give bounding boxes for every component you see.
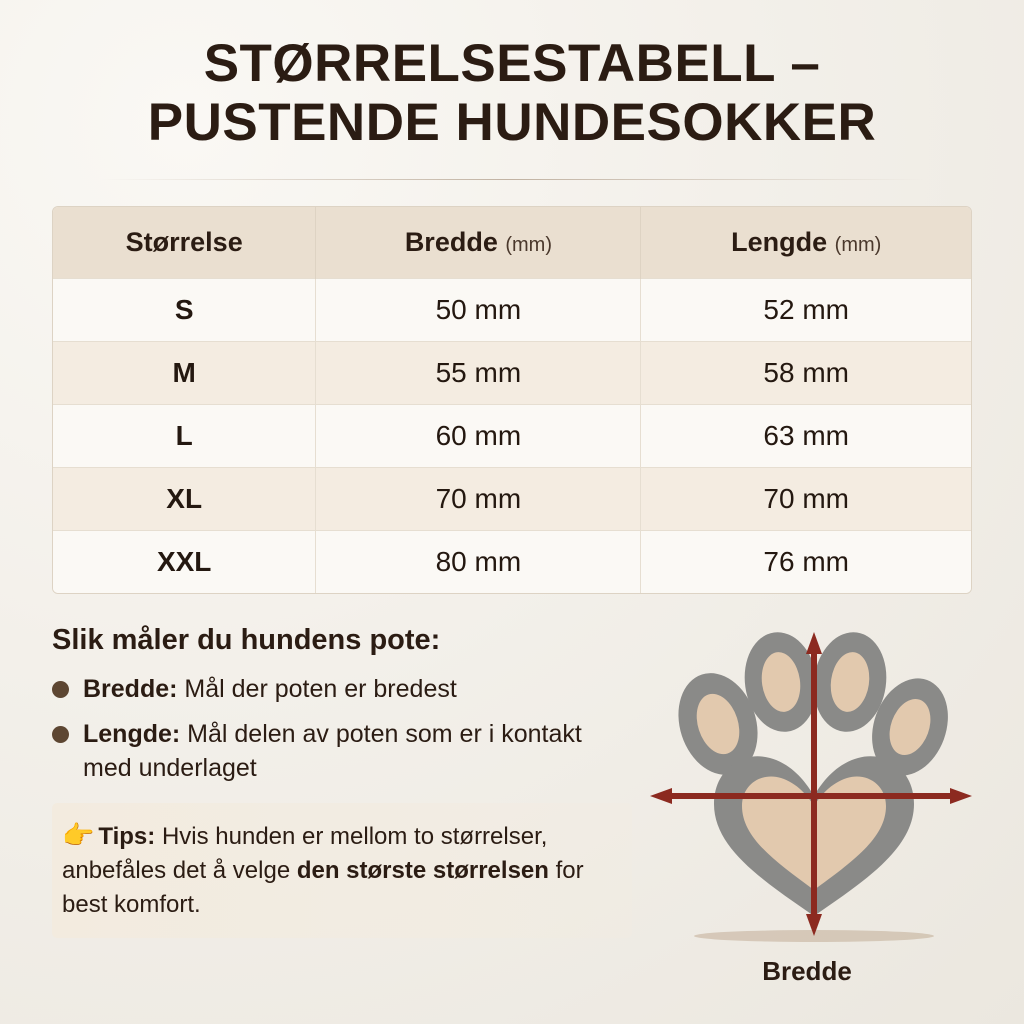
diagram-column: [642, 624, 972, 987]
cell-width: 80 mm: [316, 530, 641, 593]
bullet-dot-icon: [52, 681, 69, 698]
title-line-2: PUSTENDE HUNDESOKKER: [147, 93, 877, 153]
cell-length: 76 mm: [641, 530, 971, 593]
cell-size: XXL: [53, 530, 316, 593]
bullet-desc: Mål delen av poten som er i kontakt med underlaget: [83, 720, 582, 782]
list-item: [52, 673, 632, 707]
bullet-content: [83, 718, 632, 785]
lower-section: [52, 624, 972, 987]
tips-box: [52, 803, 632, 938]
title-line-1: STØRRELSESTABELL –: [203, 34, 821, 93]
bullet-desc: Mål der poten er bredest: [177, 674, 457, 703]
column-header-size: [53, 207, 316, 279]
tips-text-part2: for best komfort.: [62, 857, 584, 919]
cell-size: L: [53, 404, 316, 467]
table-head: [53, 207, 971, 279]
column-header-size-label: Størrelse: [125, 226, 243, 257]
instructions-column: [52, 624, 632, 987]
cell-size: S: [53, 278, 316, 341]
title-divider: [100, 179, 924, 180]
table-row: [53, 341, 971, 404]
bullet-term: Bredde:: [83, 674, 178, 703]
column-header-length-label: Lengde: [731, 226, 828, 257]
table-header-row: [53, 207, 971, 279]
cell-length: 52 mm: [641, 278, 971, 341]
table-row: [53, 278, 971, 341]
paw-diagram: [642, 624, 972, 954]
instructions-heading: Slik måler du hundens pote:: [52, 623, 441, 656]
bullet-content: [83, 673, 457, 707]
cell-width: 70 mm: [316, 467, 641, 530]
tips-content: [62, 817, 618, 922]
table-row: [53, 404, 971, 467]
size-table: [53, 207, 971, 593]
column-header-width-label: Bredde: [404, 226, 498, 257]
cell-length: 70 mm: [641, 467, 971, 530]
cell-length: 63 mm: [641, 404, 971, 467]
diagram-caption: Bredde: [762, 955, 852, 986]
column-header-length: [641, 207, 971, 279]
cell-length: 58 mm: [641, 341, 971, 404]
bullet-term: Lengde:: [83, 720, 181, 749]
cell-size: M: [53, 341, 316, 404]
page-title: [0, 0, 1024, 180]
column-header-width: [316, 207, 641, 279]
size-table-container: [52, 206, 972, 594]
table-body: [53, 278, 971, 593]
cell-width: 50 mm: [316, 278, 641, 341]
table-row: [53, 530, 971, 593]
list-item: [52, 718, 632, 785]
tips-text-part1: Hvis hunden er mellom to størrelser, anbefåles det å velge: [62, 823, 548, 885]
paw-print-icon: [642, 624, 972, 954]
table-row: [53, 467, 971, 530]
column-header-width-unit: (mm): [505, 233, 552, 256]
cell-width: 60 mm: [316, 404, 641, 467]
cell-width: 55 mm: [316, 341, 641, 404]
tips-label: Tips:: [98, 823, 156, 851]
column-header-length-unit: (mm): [834, 233, 882, 256]
cell-size: XL: [53, 467, 316, 530]
tips-emphasis: den største størrelsen: [296, 857, 549, 885]
pointing-hand-icon: 👉: [62, 820, 95, 851]
bullet-dot-icon: [52, 726, 69, 743]
